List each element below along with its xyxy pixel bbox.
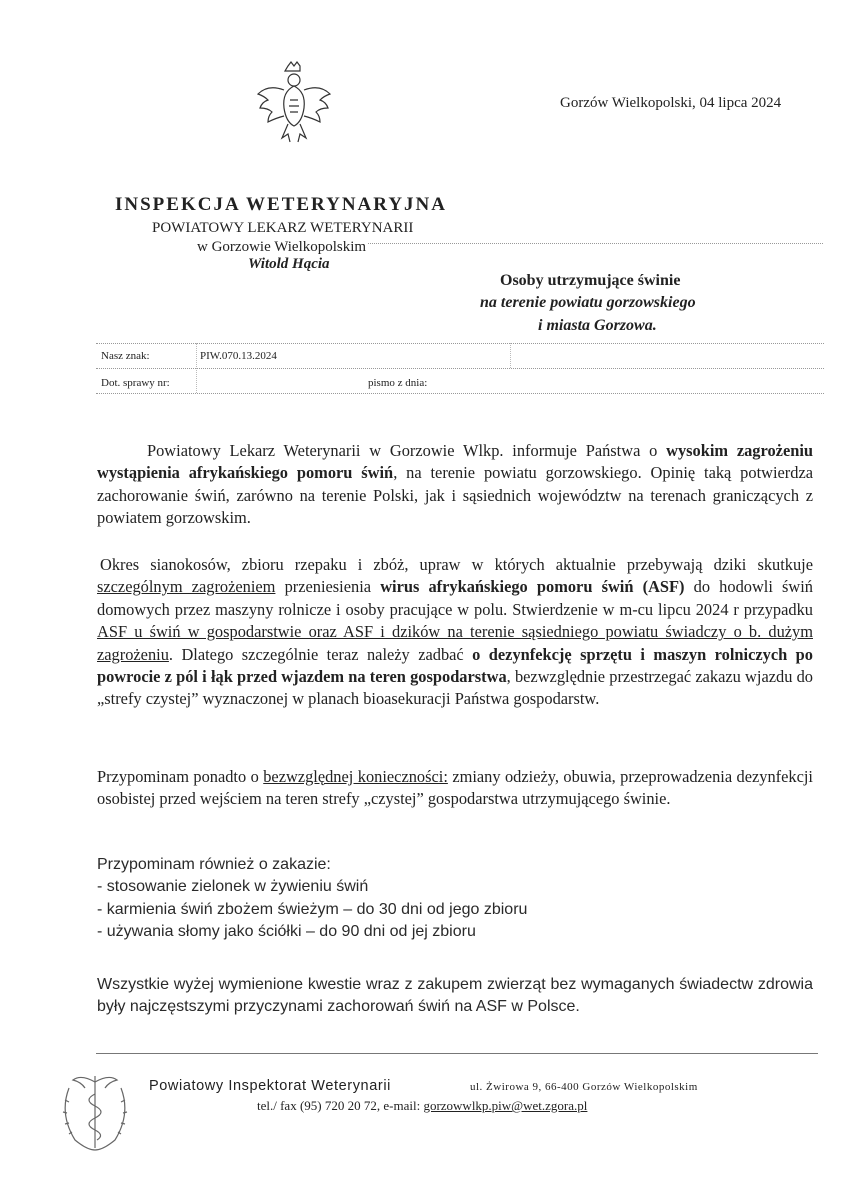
footer-address: ul. Żwirowa 9, 66-400 Gorzów Wielkopolskim [470, 1081, 698, 1093]
text: Powiatowy Lekarz Weterynarii w Gorzowie Wlkp. informuje Państwa o [147, 441, 667, 460]
text: Okres sianokosów, zbioru rzepaku i zbóż, upraw w których aktualnie przebywają dziki skutkuje [100, 555, 813, 574]
place-date: Gorzów Wielkopolski, 04 lipca 2024 [560, 95, 782, 111]
recipient-line-2: na terenie powiatu gorzowskiego [480, 294, 696, 311]
ban-list-title: Przypominam również o zakazie: [97, 856, 331, 873]
case-number-label: Dot. sprawy nr: [101, 377, 170, 389]
text: przeniesienia [275, 577, 381, 597]
bold-text: wirus afrykańskiego pomoru świń (ASF) [380, 577, 685, 597]
organization-person: Witold Hącia [248, 256, 330, 272]
paragraph-2 [97, 554, 813, 711]
footer-phone: tel./ fax (95) 720 20 72, e-mail: [257, 1098, 424, 1113]
paragraph-3 [97, 766, 813, 811]
bold-text: wysokim zagrożeniu wystąpienia afrykańskiego pomoru świń [97, 441, 813, 483]
ban-item: - stosowanie zielonek w żywieniu świń [97, 878, 369, 896]
text: Przypominam ponadto o [97, 767, 264, 786]
box-line [368, 243, 823, 244]
text: . Dlatego szczególnie teraz należy zadbać [168, 644, 473, 664]
footer-divider [96, 1053, 818, 1054]
ban-item: - używania słomy jako ściółki – do 90 dni od jej zbioru [97, 923, 476, 941]
paragraph-1 [97, 440, 813, 530]
text: , bezwzględnie przestrzegać zakazu wjazdu do „strefy czystej” wyznaczonej w planach bioasekuracji Państwa gospodarstw. [97, 667, 813, 709]
box-line [510, 343, 511, 368]
caduceus-icon [55, 1068, 135, 1154]
organization-name: INSPEKCJA WETERYNARYJNA [115, 194, 447, 215]
ban-item: - karmienia świń zbożem świeżym – do 30 dni od jego zbioru [97, 900, 528, 918]
text: do hodowli świń domowych przez maszyny rolnicze i osoby pracujące w polu. Stwierdzenie w m-cu lipcu 2024 r przypadku [97, 577, 814, 619]
box-line [96, 368, 824, 369]
closing-paragraph: Wszystkie wyżej wymienione kwestie wraz z zakupem zwierząt bez wymaganych świadectw zdrowia były najczęstszymi przyczynami zachorowań świń na ASF w Polsce. [97, 976, 813, 1016]
recipient-line-1: Osoby utrzymujące świnie [500, 272, 681, 289]
box-line [196, 343, 197, 393]
underlined-text: bezwzględnej konieczności: [263, 767, 448, 786]
recipient-line-3: i miasta Gorzowa. [538, 317, 657, 334]
reference-value: PIW.070.13.2024 [200, 350, 277, 362]
text: , na terenie powiatu gorzowskiego. Opinię taką potwierdza zachorowanie świń, zarówno na terenie Polski, jak i sąsiednich województw na terenach graniczących z powiatem gorzowskim. [97, 463, 813, 528]
box-line [96, 393, 824, 394]
underlined-text: ASF u świń w gospodarstwie oraz ASF i dzików na terenie sąsiedniego powiatu świadczy o b. dużym zagrożeniu [97, 622, 813, 664]
ban-list [97, 854, 527, 944]
organization-line-1: POWIATOWY LEKARZ WETERYNARII [152, 220, 414, 236]
box-line [96, 343, 824, 344]
footer-organization: Powiatowy Inspektorat Weterynarii [149, 1078, 391, 1094]
text: zmiany odzieży, obuwia, przeprowadzenia dezynfekcji osobistej przed wejściem na teren strefy „czystej” gospodarstwa utrzymującego świnie. [97, 767, 813, 809]
letter-date-label: pismo z dnia: [368, 377, 428, 389]
footer-email[interactable]: gorzowwlkp.piw@wet.zgora.pl [423, 1098, 588, 1113]
bold-text: o dezynfekcję sprzętu i maszyn rolniczych po powrocie z pól i łąk przed wjazdem na teren gospodarstwa [97, 644, 813, 687]
organization-line-2: w Gorzowie Wielkopolskim [197, 239, 367, 255]
polish-eagle-icon [254, 60, 334, 148]
reference-label: Nasz znak: [101, 350, 150, 362]
underlined-text: szczególnym zagrożeniem [97, 577, 276, 597]
footer-contact [257, 1098, 587, 1114]
